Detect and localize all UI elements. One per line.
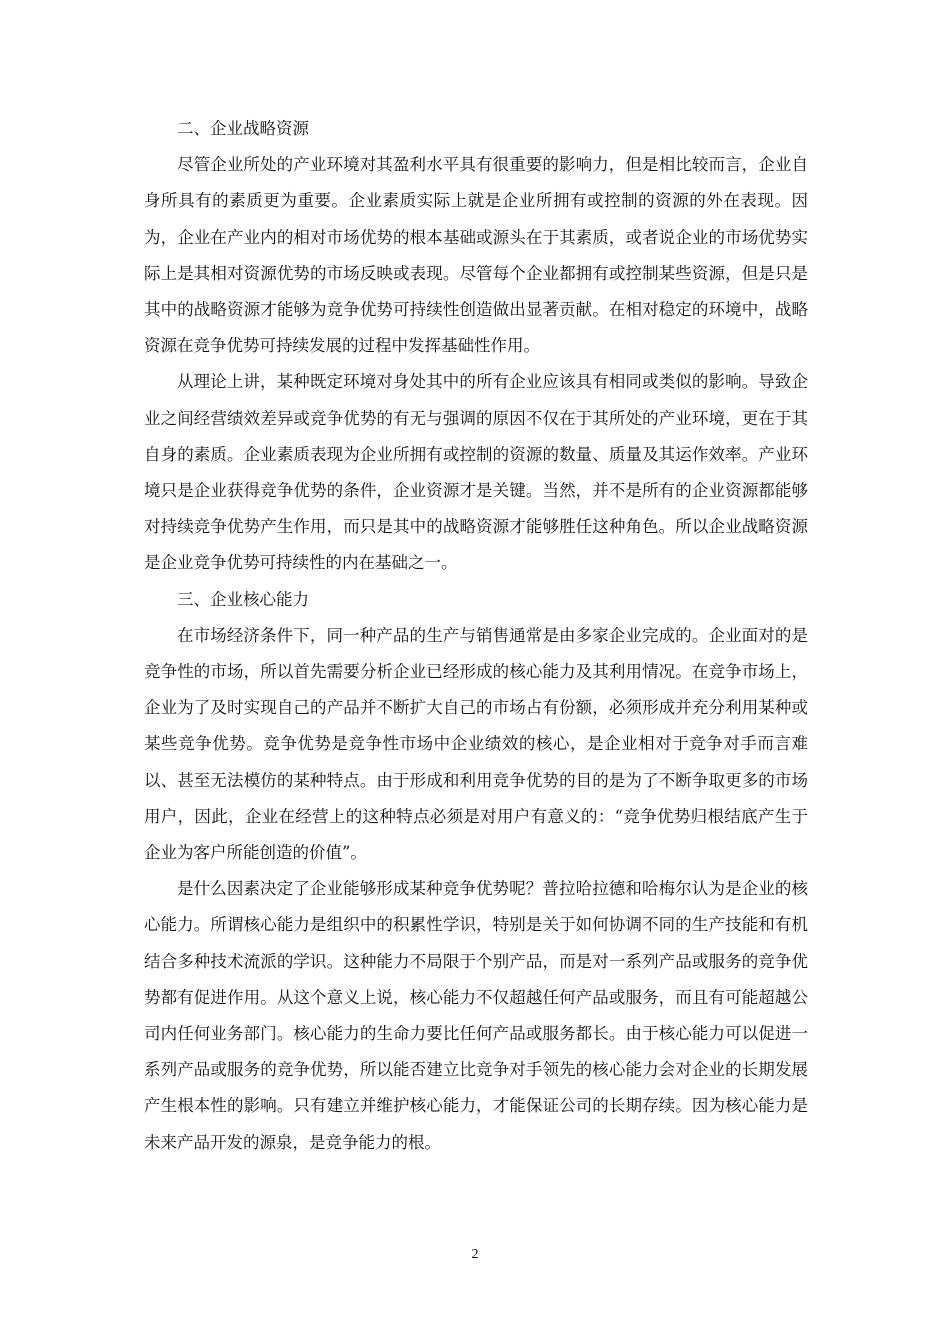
section-heading-strategic-resources: 二、企业战略资源 <box>177 119 309 138</box>
document-body <box>144 111 808 1161</box>
page-number: 2 <box>471 1247 479 1262</box>
paragraph-market-economy: 在市场经济条件下，同一种产品的生产与销售通常是由多家企业完成的。企业面对的是竞争性的市场，所以首先需要分析企业已经形成的核心能力及其利用情况。在竞争市场上，企业为了及时实现自己的产品并不断扩大自己的市场占有份额，必须形成并充分利用某种或某些竞争优势。竞争优势是竞争性市场中企业绩效的核心，是企业相对于竞争对手而言难以、甚至无法模仿的某种特点。由于形成和利用竞争优势的目的是为了不断争取更多的市场用户，因此，企业在经营上的这种特点必须是对用户有意义的：“竞争优势归根结底产生于企业为客户所能创造的价值”。 <box>144 625 808 863</box>
paragraph-core-competence-definition: 是什么因素决定了企业能够形成某种竞争优势呢？普拉哈拉德和哈梅尔认为是企业的核心能力。所谓核心能力是组织中的积累性学识，特别是关于如何协调不同的生产技能和有机结合多种技术流派的学识。这种能力不局限于个别产品，而是对一系列产品或服务的竞争优势都有促进作用。从这个意义上说，核心能力不仅超越任何产品或服务，而且有可能超越公司内任何业务部门。核心能力的生命力要比任何产品或服务都长。由于核心能力可以促进一系列产品或服务的竞争优势，所以能否建立比竞争对手领先的核心能力会对企业的长期发展产生根本性的影响。只有建立并维护核心能力，才能保证公司的长期存续。因为核心能力是未来产品开发的源泉，是竞争能力的根。 <box>144 879 808 1152</box>
paragraph-theory: 从理论上讲，某种既定环境对身处其中的所有企业应该具有相同或类似的影响。导致企业之间经营绩效差异或竞争优势的有无与强调的原因不仅在于其所处的产业环境，更在于其自身的素质。企业素质表现为企业所拥有或控制的资源的数量、质量及其运作效率。产业环境只是企业获得竞争优势的条件，企业资源才是关键。当然，并不是所有的企业资源都能够对持续竞争优势产生作用，而只是其中的战略资源才能够胜任这种角色。所以企业战略资源是企业竞争优势可持续性的内在基础之一。 <box>144 372 808 573</box>
section-heading-core-competence: 三、企业核心能力 <box>177 589 309 609</box>
paragraph-industry-environment: 尽管企业所处的产业环境对其盈利水平具有很重要的影响力，但是相比较而言，企业自身所具有的素质更为重要。企业素质实际上就是企业所拥有或控制的资源的外在表现。因为，企业在产业内的相对市场优势的根本基础或源头在于其素质，或者说企业的市场优势实际上是其相对资源优势的市场反映或表现。尽管每个企业都拥有或控制某些资源，但是只是其中的战略资源才能够为竞争优势可持续性创造做出显著贡献。在相对稳定的环境中，战略资源在竞争优势可持续发展的过程中发挥基础性作用。 <box>144 155 808 356</box>
